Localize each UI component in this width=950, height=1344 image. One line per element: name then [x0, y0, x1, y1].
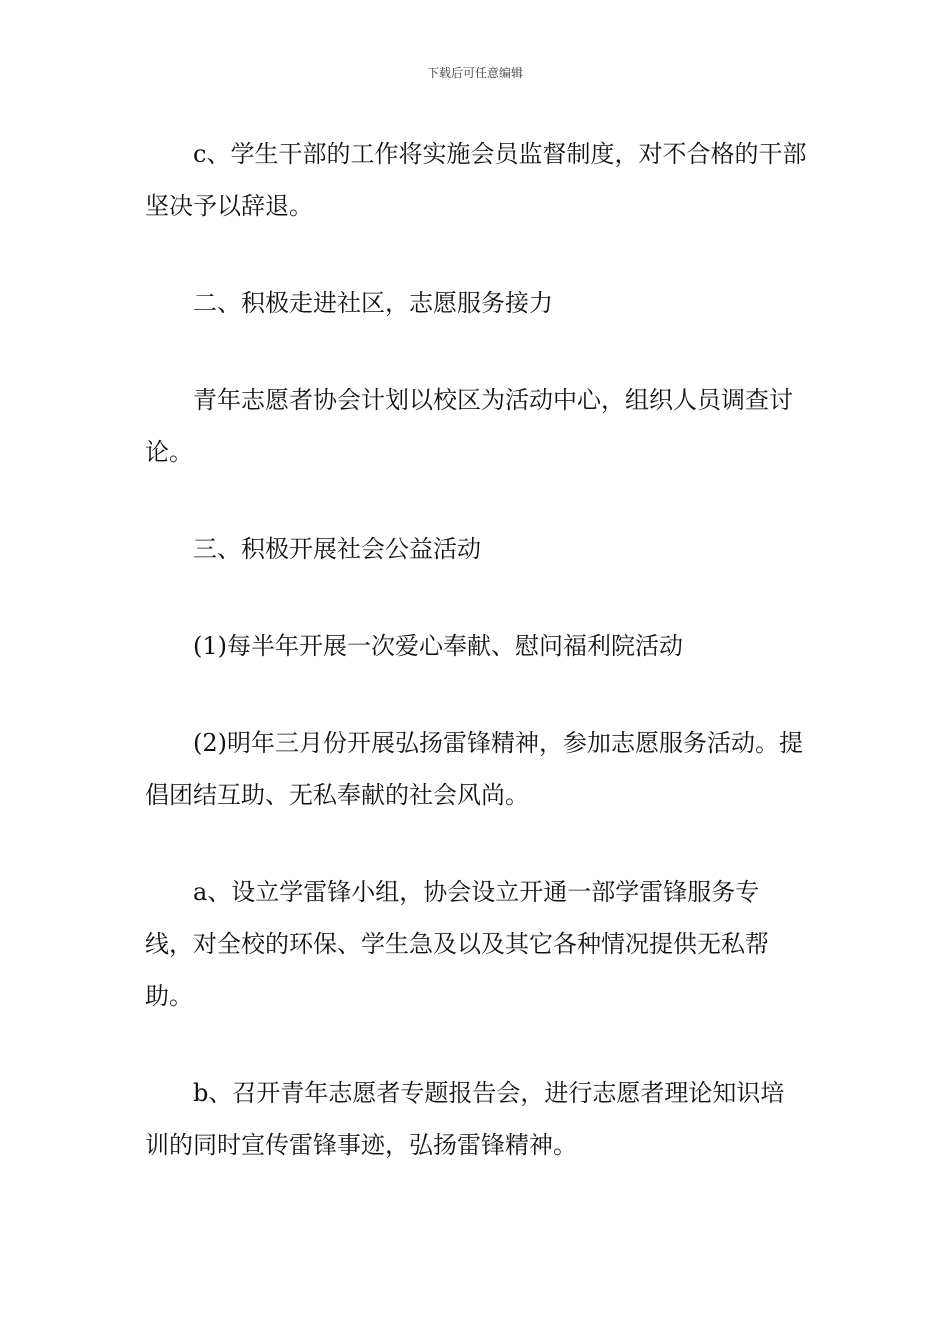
paragraph-lei-feng-group: a、设立学雷锋小组，协会设立开通一部学雷锋服务专线，对全校的环保、学生急及以及其它各种情况提供无私帮助。 [145, 878, 769, 1010]
paragraph-volunteer-plan: 青年志愿者协会计划以校区为活动中心，组织人员调查讨论。 [145, 386, 793, 466]
page-header: 下载后可任意编辑 [426, 66, 523, 80]
section-heading-community: 二、积极走进社区，志愿服务接力 [193, 289, 553, 317]
list-item-welfare-visit: (1)每半年开展一次爱心奉献、慰问福利院活动 [193, 632, 683, 660]
list-item-lei-feng-march: (2)明年三月份开展弘扬雷锋精神，参加志愿服务活动。提倡团结互助、无私奉献的社会风尚。 [145, 729, 803, 809]
paragraph-cadre-supervision: c、学生干部的工作将实施会员监督制度，对不合格的干部坚决予以辞退。 [145, 140, 807, 220]
document-body [145, 128, 807, 1216]
paragraph-report-meeting: b、召开青年志愿者专题报告会，进行志愿者理论知识培训的同时宣传雷锋事迹，弘扬雷锋精神。 [145, 1079, 785, 1159]
section-heading-public-welfare: 三、积极开展社会公益活动 [193, 535, 481, 563]
